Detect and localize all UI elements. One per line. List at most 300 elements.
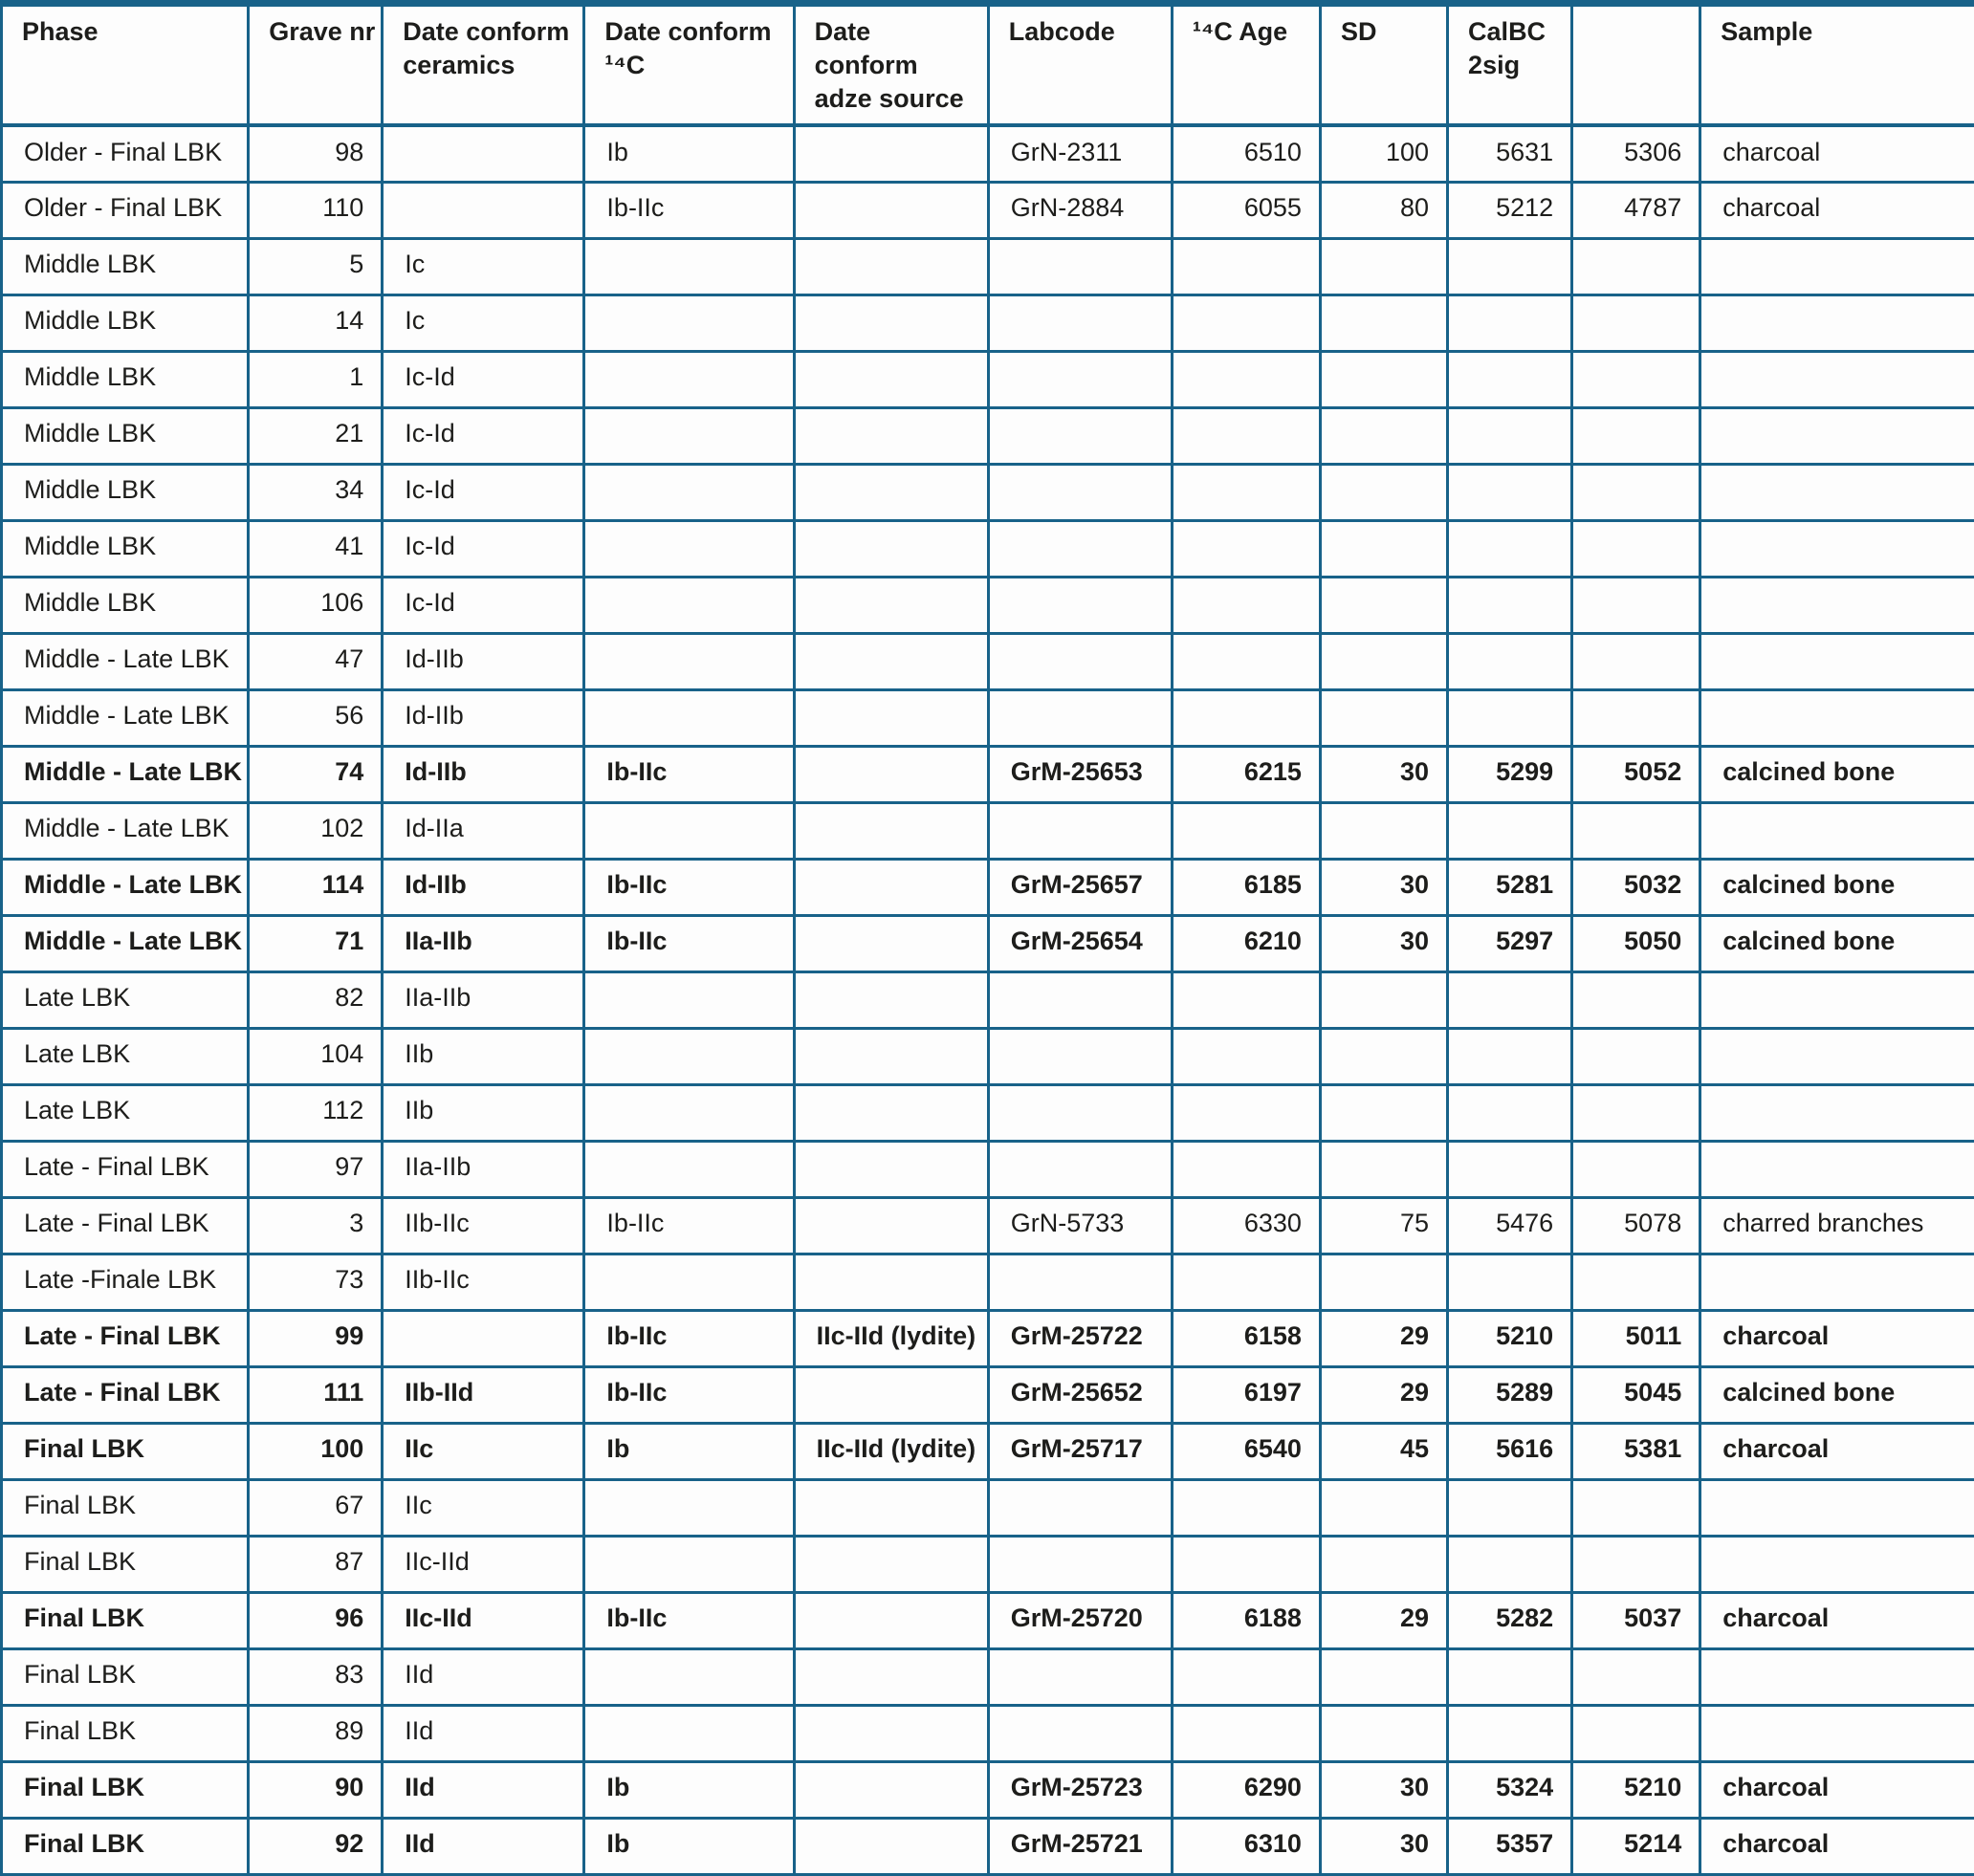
cell-date-14c: Ib-IIc [584, 1310, 794, 1366]
cell-calbc-to [1572, 351, 1700, 407]
table-row [2, 915, 1974, 971]
cell-phase: Middle LBK [2, 238, 249, 294]
cell-sample: charcoal [1700, 1423, 1974, 1479]
cell-sample [1700, 1028, 1974, 1084]
cell-sample [1700, 577, 1974, 633]
cell-sd: 100 [1320, 125, 1447, 182]
cell-calbc-from [1448, 1141, 1572, 1197]
cell-phase: Final LBK [2, 1705, 249, 1761]
cell-phase: Final LBK [2, 1536, 249, 1592]
cell-14c-age: 6290 [1172, 1761, 1320, 1818]
cell-date-14c [584, 1084, 794, 1141]
cell-phase: Late - Final LBK [2, 1310, 249, 1366]
table-row [2, 633, 1974, 689]
cell-calbc-from: 5476 [1448, 1197, 1572, 1254]
cell-date-ceramics: IId [383, 1761, 584, 1818]
cell-sample: charcoal [1700, 1818, 1974, 1874]
cell-date-adze [794, 351, 988, 407]
cell-14c-age [1172, 1254, 1320, 1310]
cell-calbc-to: 5011 [1572, 1310, 1700, 1366]
cell-date-adze [794, 125, 988, 182]
cell-date-14c: Ib [584, 125, 794, 182]
cell-calbc-from [1448, 1479, 1572, 1536]
cell-grave-nr: 112 [249, 1084, 383, 1141]
cell-calbc-to: 5050 [1572, 915, 1700, 971]
cell-sd [1320, 351, 1447, 407]
cell-calbc-to [1572, 407, 1700, 464]
cell-14c-age [1172, 1479, 1320, 1536]
cell-date-14c: Ib [584, 1761, 794, 1818]
cell-14c-age [1172, 351, 1320, 407]
cell-calbc-to [1572, 1254, 1700, 1310]
cell-14c-age: 6310 [1172, 1818, 1320, 1874]
cell-calbc-from: 5299 [1448, 746, 1572, 802]
cell-labcode [988, 351, 1172, 407]
cell-date-ceramics: Id-IIb [383, 859, 584, 915]
cell-date-ceramics: Id-IIb [383, 633, 584, 689]
cell-sample [1700, 464, 1974, 520]
cell-date-adze [794, 577, 988, 633]
cell-date-ceramics [383, 182, 584, 238]
cell-calbc-to: 4787 [1572, 182, 1700, 238]
cell-sample: charcoal [1700, 1310, 1974, 1366]
cell-grave-nr: 114 [249, 859, 383, 915]
cell-date-14c [584, 1028, 794, 1084]
cell-date-adze [794, 1536, 988, 1592]
cell-14c-age: 6210 [1172, 915, 1320, 971]
cell-grave-nr: 47 [249, 633, 383, 689]
cell-labcode [988, 1254, 1172, 1310]
cell-date-adze [794, 407, 988, 464]
cell-sd [1320, 520, 1447, 577]
cell-date-14c: Ib-IIc [584, 1366, 794, 1423]
table-row [2, 802, 1974, 859]
cell-sd [1320, 1648, 1447, 1705]
cell-14c-age: 6185 [1172, 859, 1320, 915]
cell-grave-nr: 110 [249, 182, 383, 238]
cell-calbc-to [1572, 1141, 1700, 1197]
cell-labcode [988, 802, 1172, 859]
cell-grave-nr: 1 [249, 351, 383, 407]
cell-sd: 30 [1320, 1761, 1447, 1818]
cell-phase: Final LBK [2, 1592, 249, 1648]
cell-grave-nr: 90 [249, 1761, 383, 1818]
col-header-phase: Phase [2, 4, 249, 126]
cell-sd: 29 [1320, 1310, 1447, 1366]
table-header [2, 4, 1974, 126]
cell-date-adze [794, 971, 988, 1028]
cell-calbc-from [1448, 238, 1572, 294]
cell-labcode [988, 1084, 1172, 1141]
cell-calbc-from [1448, 1084, 1572, 1141]
cell-date-ceramics: Id-IIb [383, 689, 584, 746]
cell-calbc-to [1572, 1536, 1700, 1592]
table-row [2, 464, 1974, 520]
cell-phase: Middle - Late LBK [2, 746, 249, 802]
cell-date-14c: Ib-IIc [584, 1197, 794, 1254]
table-body [2, 125, 1974, 1874]
cell-date-ceramics: Ic-Id [383, 407, 584, 464]
table-row [2, 1592, 1974, 1648]
cell-phase: Late - Final LBK [2, 1197, 249, 1254]
cell-date-adze [794, 464, 988, 520]
cell-date-ceramics: IIc [383, 1479, 584, 1536]
cell-date-14c [584, 577, 794, 633]
cell-14c-age: 6510 [1172, 125, 1320, 182]
cell-sample [1700, 689, 1974, 746]
cell-labcode: GrN-2884 [988, 182, 1172, 238]
cell-phase: Middle LBK [2, 294, 249, 351]
cell-date-adze [794, 1254, 988, 1310]
cell-sample: charcoal [1700, 1592, 1974, 1648]
cell-calbc-to [1572, 238, 1700, 294]
table-row [2, 1310, 1974, 1366]
cell-calbc-from: 5631 [1448, 125, 1572, 182]
cell-calbc-from: 5281 [1448, 859, 1572, 915]
cell-phase: Final LBK [2, 1479, 249, 1536]
cell-grave-nr: 5 [249, 238, 383, 294]
table-row [2, 1479, 1974, 1536]
cell-date-14c: Ib-IIc [584, 182, 794, 238]
cell-sd: 30 [1320, 915, 1447, 971]
cell-date-14c [584, 1141, 794, 1197]
cell-date-14c [584, 520, 794, 577]
cell-sd [1320, 294, 1447, 351]
cell-date-adze [794, 1592, 988, 1648]
table-row [2, 1141, 1974, 1197]
table-row [2, 1028, 1974, 1084]
cell-labcode [988, 464, 1172, 520]
cell-labcode [988, 238, 1172, 294]
cell-date-ceramics: IId [383, 1818, 584, 1874]
cell-14c-age [1172, 689, 1320, 746]
cell-calbc-from [1448, 577, 1572, 633]
cell-labcode: GrM-25722 [988, 1310, 1172, 1366]
cell-labcode: GrM-25657 [988, 859, 1172, 915]
cell-date-14c [584, 633, 794, 689]
table-row [2, 520, 1974, 577]
cell-date-ceramics: IIc [383, 1423, 584, 1479]
cell-date-adze [794, 915, 988, 971]
cell-grave-nr: 111 [249, 1366, 383, 1423]
col-header-grave-nr: Grave nr [249, 4, 383, 126]
cell-sample [1700, 294, 1974, 351]
cell-sd: 30 [1320, 859, 1447, 915]
cell-phase: Final LBK [2, 1423, 249, 1479]
table-row [2, 407, 1974, 464]
cell-sample: charcoal [1700, 182, 1974, 238]
cell-calbc-from [1448, 802, 1572, 859]
cell-sd: 80 [1320, 182, 1447, 238]
cell-grave-nr: 82 [249, 971, 383, 1028]
cell-calbc-to [1572, 464, 1700, 520]
table-row [2, 1761, 1974, 1818]
cell-grave-nr: 67 [249, 1479, 383, 1536]
cell-grave-nr: 34 [249, 464, 383, 520]
cell-14c-age: 6158 [1172, 1310, 1320, 1366]
cell-date-adze: IIc-IId (lydite) [794, 1310, 988, 1366]
col-header-date-ceramics: Date conform ceramics [383, 4, 584, 126]
table-row [2, 182, 1974, 238]
cell-calbc-to [1572, 689, 1700, 746]
cell-date-14c [584, 464, 794, 520]
cell-date-14c: Ib-IIc [584, 1592, 794, 1648]
cell-grave-nr: 104 [249, 1028, 383, 1084]
cell-labcode [988, 1141, 1172, 1197]
table-row [2, 1423, 1974, 1479]
cell-labcode [988, 1705, 1172, 1761]
cell-calbc-to [1572, 294, 1700, 351]
cell-calbc-from [1448, 1254, 1572, 1310]
cell-calbc-to: 5052 [1572, 746, 1700, 802]
cell-calbc-from [1448, 407, 1572, 464]
cell-date-adze [794, 1648, 988, 1705]
cell-date-ceramics: Ic-Id [383, 577, 584, 633]
cell-grave-nr: 74 [249, 746, 383, 802]
cell-labcode: GrN-2311 [988, 125, 1172, 182]
cell-date-14c [584, 294, 794, 351]
cell-calbc-to [1572, 633, 1700, 689]
cell-date-ceramics: Id-IIa [383, 802, 584, 859]
cell-sample: calcined bone [1700, 746, 1974, 802]
cell-grave-nr: 96 [249, 1592, 383, 1648]
cell-calbc-from [1448, 464, 1572, 520]
cell-date-14c [584, 407, 794, 464]
cell-date-adze [794, 859, 988, 915]
cell-phase: Middle - Late LBK [2, 915, 249, 971]
cell-sample: charred branches [1700, 1197, 1974, 1254]
cell-date-adze [794, 1761, 988, 1818]
cell-date-adze [794, 802, 988, 859]
cell-date-14c: Ib [584, 1423, 794, 1479]
cell-date-ceramics: Id-IIb [383, 746, 584, 802]
cell-calbc-from [1448, 351, 1572, 407]
cell-calbc-from [1448, 520, 1572, 577]
cell-grave-nr: 98 [249, 125, 383, 182]
cell-phase: Late LBK [2, 971, 249, 1028]
cell-grave-nr: 92 [249, 1818, 383, 1874]
cell-date-adze: IIc-IId (lydite) [794, 1423, 988, 1479]
cell-date-adze [794, 1084, 988, 1141]
cell-sample [1700, 1536, 1974, 1592]
cell-sample [1700, 1705, 1974, 1761]
cell-sd [1320, 407, 1447, 464]
cell-calbc-to: 5045 [1572, 1366, 1700, 1423]
cell-sd [1320, 1705, 1447, 1761]
cell-date-adze [794, 1141, 988, 1197]
cell-date-ceramics: IId [383, 1648, 584, 1705]
cell-labcode [988, 407, 1172, 464]
cell-14c-age [1172, 577, 1320, 633]
cell-sd: 45 [1320, 1423, 1447, 1479]
cell-sample [1700, 351, 1974, 407]
cell-sample [1700, 1084, 1974, 1141]
cell-calbc-from [1448, 1028, 1572, 1084]
col-header-date-adze: Date conform adze source [794, 4, 988, 126]
cell-date-adze [794, 1479, 988, 1536]
cell-date-adze [794, 294, 988, 351]
cell-date-ceramics: IIa-IIb [383, 1141, 584, 1197]
cell-phase: Older - Final LBK [2, 125, 249, 182]
cell-calbc-to [1572, 971, 1700, 1028]
cell-date-adze [794, 182, 988, 238]
cell-labcode: GrM-25721 [988, 1818, 1172, 1874]
cell-calbc-to [1572, 520, 1700, 577]
cell-grave-nr: 97 [249, 1141, 383, 1197]
cell-date-ceramics: Ic-Id [383, 464, 584, 520]
cell-sample [1700, 407, 1974, 464]
cell-phase: Final LBK [2, 1818, 249, 1874]
cell-date-adze [794, 1028, 988, 1084]
cell-labcode [988, 689, 1172, 746]
cell-date-adze [794, 1366, 988, 1423]
cell-labcode: GrM-25723 [988, 1761, 1172, 1818]
cell-labcode [988, 520, 1172, 577]
cell-date-ceramics: Ic-Id [383, 520, 584, 577]
cell-date-ceramics: Ic-Id [383, 351, 584, 407]
cell-14c-age [1172, 1028, 1320, 1084]
cell-sd [1320, 1254, 1447, 1310]
cell-labcode: GrM-25653 [988, 746, 1172, 802]
cell-calbc-from: 5289 [1448, 1366, 1572, 1423]
cell-sample [1700, 971, 1974, 1028]
cell-calbc-to [1572, 1705, 1700, 1761]
cell-calbc-to: 5381 [1572, 1423, 1700, 1479]
cell-labcode [988, 294, 1172, 351]
cell-date-adze [794, 1705, 988, 1761]
cell-sample [1700, 1141, 1974, 1197]
table-row [2, 1254, 1974, 1310]
cell-calbc-to [1572, 802, 1700, 859]
cell-14c-age [1172, 1141, 1320, 1197]
cell-date-ceramics: IIb-IIc [383, 1254, 584, 1310]
cell-calbc-to [1572, 1028, 1700, 1084]
cell-labcode [988, 1028, 1172, 1084]
cell-phase: Middle - Late LBK [2, 859, 249, 915]
col-header-sample: Sample [1700, 4, 1974, 126]
cell-sd [1320, 689, 1447, 746]
cell-sd [1320, 633, 1447, 689]
cell-labcode: GrM-25720 [988, 1592, 1172, 1648]
cell-14c-age: 6330 [1172, 1197, 1320, 1254]
cell-calbc-from: 5210 [1448, 1310, 1572, 1366]
cell-14c-age [1172, 294, 1320, 351]
cell-sd [1320, 1141, 1447, 1197]
cell-grave-nr: 41 [249, 520, 383, 577]
cell-14c-age: 6188 [1172, 1592, 1320, 1648]
cell-phase: Final LBK [2, 1761, 249, 1818]
cell-date-adze [794, 1197, 988, 1254]
cell-labcode [988, 1536, 1172, 1592]
cell-date-adze [794, 689, 988, 746]
cell-labcode [988, 1648, 1172, 1705]
cell-sd [1320, 1084, 1447, 1141]
cell-date-ceramics [383, 1310, 584, 1366]
cell-calbc-from [1448, 633, 1572, 689]
cell-date-14c: Ib-IIc [584, 915, 794, 971]
cell-calbc-to: 5037 [1572, 1592, 1700, 1648]
cell-phase: Middle LBK [2, 407, 249, 464]
col-header-calbc-to-blank [1572, 4, 1700, 126]
cell-14c-age [1172, 520, 1320, 577]
table-row [2, 1197, 1974, 1254]
cell-14c-age: 6197 [1172, 1366, 1320, 1423]
cell-calbc-from [1448, 294, 1572, 351]
cell-sample [1700, 520, 1974, 577]
cell-sd: 30 [1320, 1818, 1447, 1874]
cell-sd [1320, 802, 1447, 859]
cell-date-ceramics: Ic [383, 294, 584, 351]
cell-phase: Late LBK [2, 1084, 249, 1141]
table-row [2, 859, 1974, 915]
table-row [2, 689, 1974, 746]
cell-sample [1700, 1254, 1974, 1310]
cell-14c-age: 6540 [1172, 1423, 1320, 1479]
cell-phase: Late - Final LBK [2, 1141, 249, 1197]
cell-grave-nr: 73 [249, 1254, 383, 1310]
cell-date-ceramics: Ic [383, 238, 584, 294]
cell-sample [1700, 1648, 1974, 1705]
cell-calbc-to: 5032 [1572, 859, 1700, 915]
cell-sd [1320, 1536, 1447, 1592]
cell-14c-age [1172, 407, 1320, 464]
cell-sample: charcoal [1700, 125, 1974, 182]
header-row [2, 4, 1974, 126]
cell-14c-age [1172, 971, 1320, 1028]
table-row [2, 125, 1974, 182]
cell-labcode: GrM-25654 [988, 915, 1172, 971]
cell-sd [1320, 1479, 1447, 1536]
cell-calbc-to: 5210 [1572, 1761, 1700, 1818]
cell-sample: charcoal [1700, 1761, 1974, 1818]
cell-date-ceramics: IId [383, 1705, 584, 1761]
cell-phase: Middle - Late LBK [2, 802, 249, 859]
cell-sample [1700, 633, 1974, 689]
cell-date-14c [584, 1648, 794, 1705]
table-row [2, 351, 1974, 407]
cell-sample: calcined bone [1700, 859, 1974, 915]
cell-phase: Middle - Late LBK [2, 689, 249, 746]
cell-14c-age [1172, 802, 1320, 859]
cell-date-ceramics: IIb [383, 1028, 584, 1084]
cell-sd: 75 [1320, 1197, 1447, 1254]
cell-grave-nr: 99 [249, 1310, 383, 1366]
cell-date-14c: Ib-IIc [584, 746, 794, 802]
cell-grave-nr: 83 [249, 1648, 383, 1705]
cell-calbc-to: 5214 [1572, 1818, 1700, 1874]
cell-phase: Middle LBK [2, 351, 249, 407]
table-row [2, 1818, 1974, 1874]
cell-sample [1700, 1479, 1974, 1536]
col-header-sd: SD [1320, 4, 1447, 126]
cell-phase: Middle LBK [2, 520, 249, 577]
cell-labcode [988, 633, 1172, 689]
cell-date-14c [584, 802, 794, 859]
table-row [2, 746, 1974, 802]
cell-date-14c [584, 238, 794, 294]
table-row [2, 238, 1974, 294]
cell-grave-nr: 106 [249, 577, 383, 633]
table-row [2, 1705, 1974, 1761]
table-row [2, 1084, 1974, 1141]
cell-phase: Middle LBK [2, 577, 249, 633]
cell-grave-nr: 102 [249, 802, 383, 859]
cell-date-adze [794, 1818, 988, 1874]
cell-calbc-to [1572, 1084, 1700, 1141]
cell-date-ceramics: IIb-IIc [383, 1197, 584, 1254]
cell-calbc-from: 5282 [1448, 1592, 1572, 1648]
cell-calbc-from [1448, 1536, 1572, 1592]
